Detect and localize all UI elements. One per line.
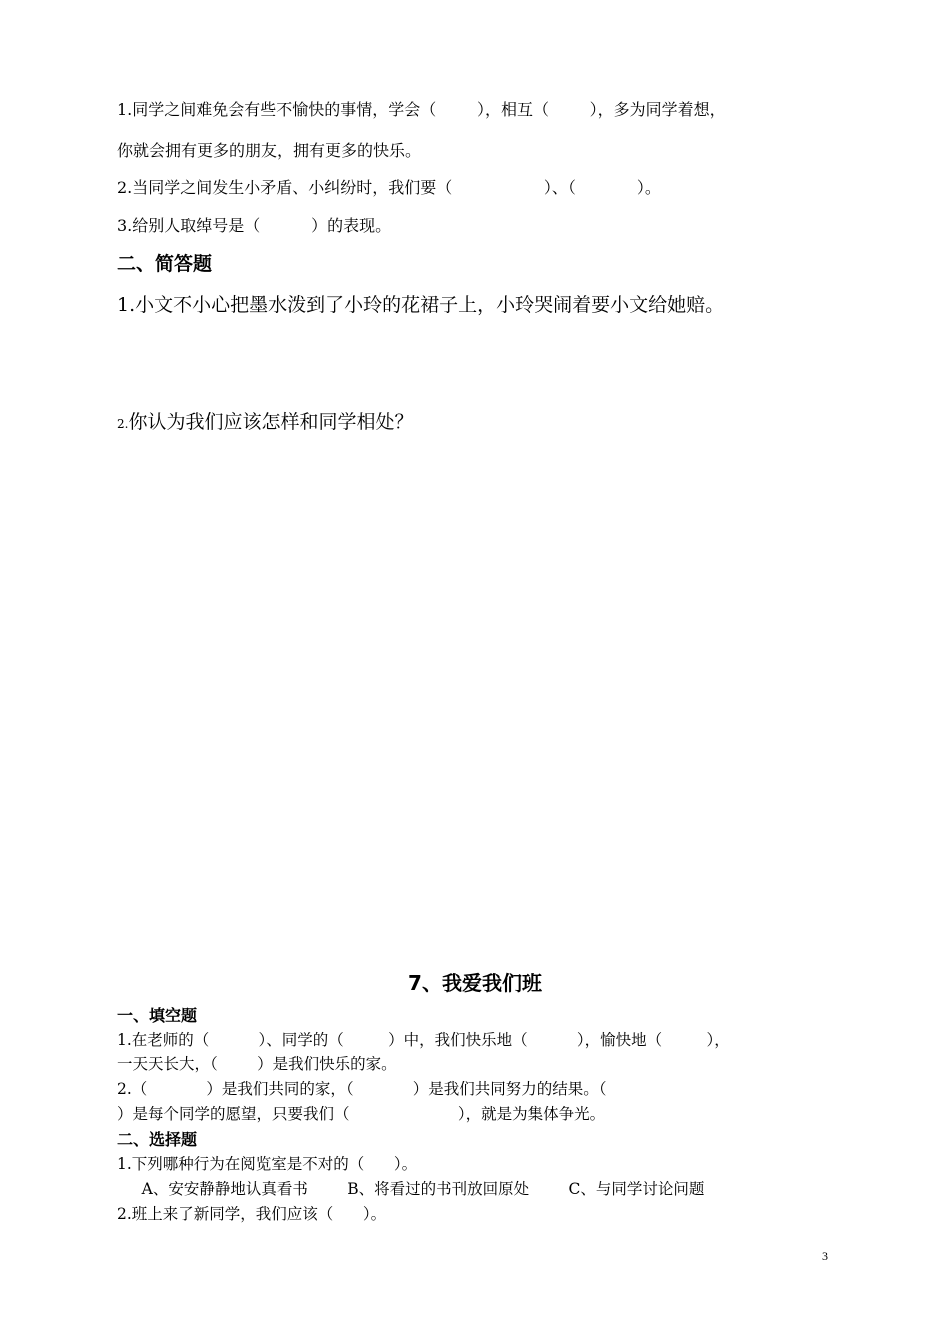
lesson-fill-question-1-line-2: 一天天长大，（ ）是我们快乐的家。 [117,1055,397,1073]
fill-question-1-line-1: 1.同学之间难免会有些不愉快的事情，学会（ ），相互（ ），多为同学着想， [117,100,726,119]
fill-question-1-line-2: 你就会拥有更多的朋友，拥有更多的快乐。 [117,141,422,160]
choice-question-2: 2.班上来了新同学，我们应该（ ）。 [117,1205,387,1223]
page-number: 3 [822,1249,828,1263]
lesson-title: 7、我爱我们班 [408,971,542,995]
choice-question-1: 1.下列哪种行为在阅览室是不对的（ ）。 [117,1155,418,1173]
short-answer-question-2-text: 你认为我们应该怎样和同学相处？ [128,411,414,433]
choice-question-1-options: A、安安静静地认真看书 B、将看过的书刊放回原处 C、与同学讨论问题 [117,1180,705,1198]
lesson-fill-question-1-line-1: 1.在老师的（ ）、同学的（ ）中，我们快乐地（ ），愉快地（ ）， [117,1031,730,1049]
short-answer-question-2 [117,413,413,432]
lesson-fill-question-2-line-2: ）是每个同学的愿望，只要我们（ ），就是为集体争光。 [117,1105,606,1123]
short-answer-question-2-number: 2. [117,417,129,431]
lesson-fill-question-2-line-1: 2.（ ）是我们共同的家，（ ）是我们共同努力的结果。（ [117,1080,607,1098]
short-answer-question-1: 1.小文不小心把墨水泼到了小玲的花裙子上，小玲哭闹着要小文给她赔。 [117,294,725,316]
fill-question-2: 2.当同学之间发生小矛盾、小纠纷时，我们要（ ）、（ ）。 [117,178,661,197]
section-heading-fill-blank: 一、填空题 [117,1006,198,1025]
section-heading-multiple-choice: 二、选择题 [117,1130,198,1149]
section-heading-short-answer: 二、简答题 [117,253,213,275]
fill-question-3: 3.给别人取绰号是（ ）的表现。 [117,216,392,235]
